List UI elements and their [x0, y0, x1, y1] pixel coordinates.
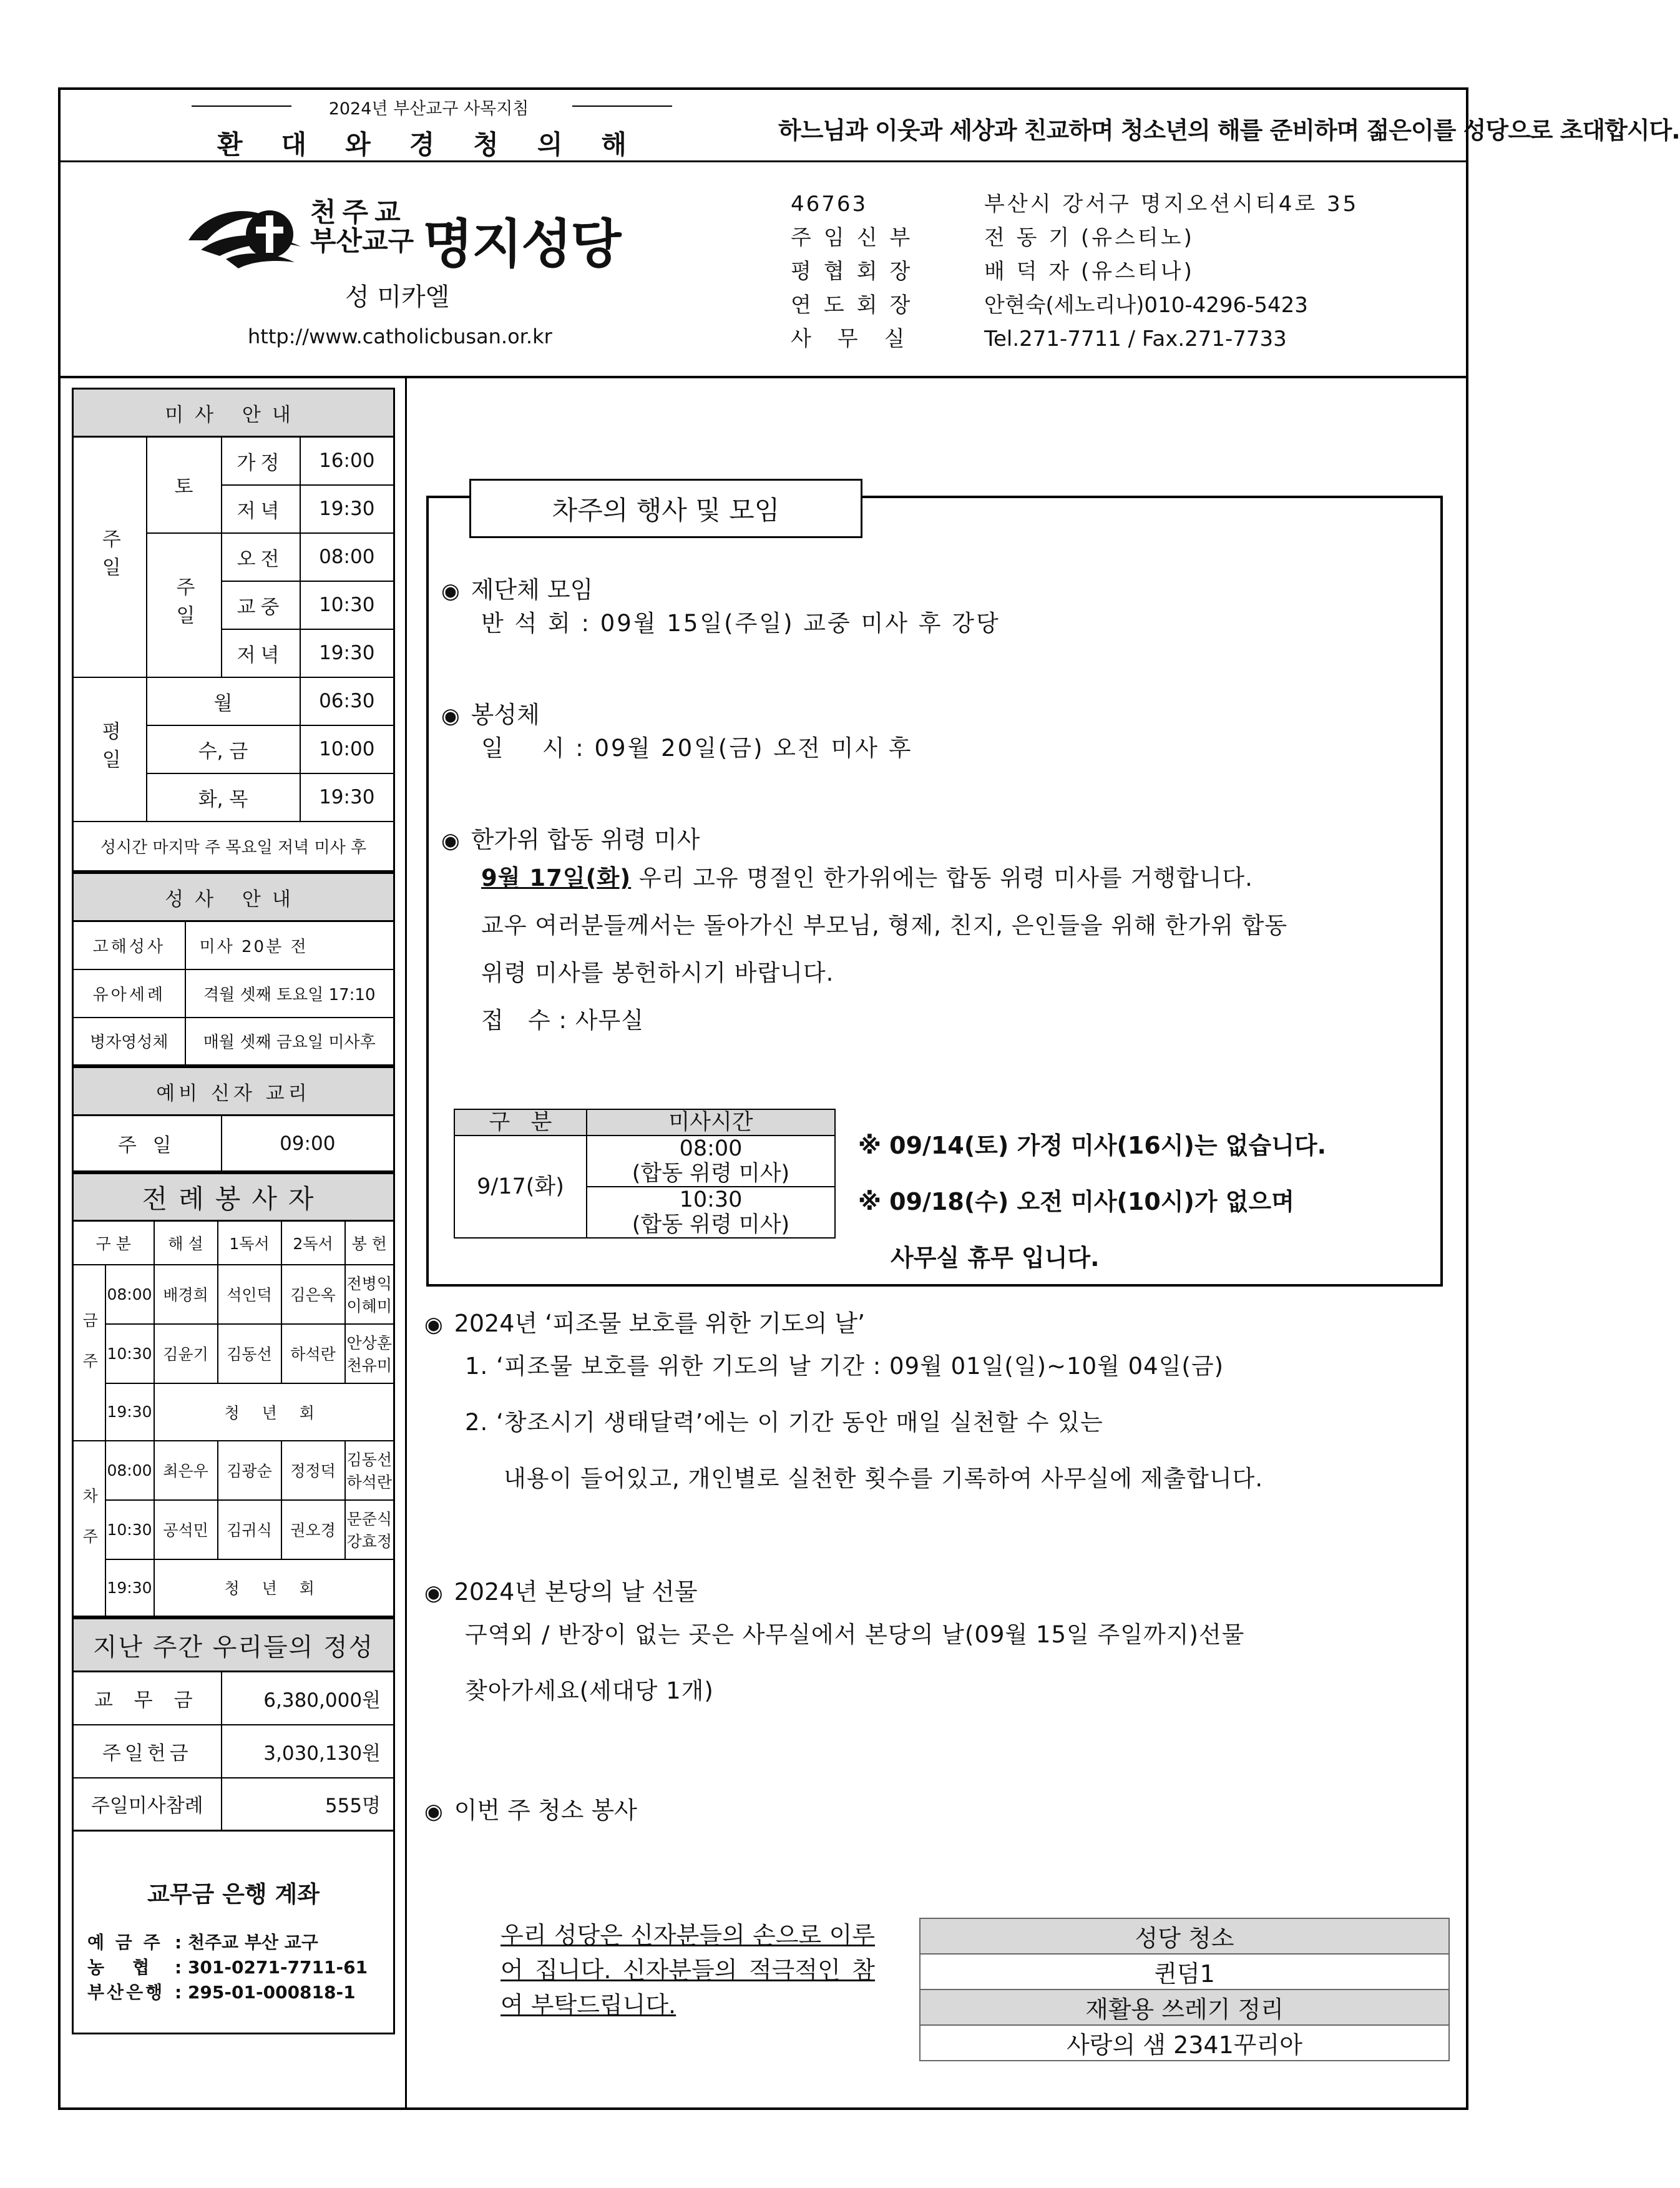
server-name: 김윤기 — [154, 1324, 218, 1383]
memorial-type: (합동 위령 미사) — [632, 1161, 790, 1186]
section-title-text: 2024년 본당의 날 선물 — [454, 1578, 698, 1606]
mass-time: 10:00 — [300, 725, 394, 773]
bullet-icon: ◉ — [441, 704, 460, 729]
cleaning-message: 우리 성당은 신자분들의 손으로 이루어 집니다. 신자분들의 적극적인 참여 부탁드립니다. — [501, 1921, 875, 2019]
server-name: 석인덕 — [218, 1265, 281, 1324]
bullet-icon: ◉ — [424, 1581, 443, 1606]
sacrament-table — [72, 872, 395, 1066]
server-time: 10:30 — [105, 1500, 154, 1559]
bank-account-title: 교무금 은행 계좌 — [147, 1881, 320, 1908]
server-name: 김은옥 — [281, 1265, 345, 1324]
cleaning-table — [919, 1918, 1450, 2061]
bank-account-key: 부산은행 — [87, 1982, 165, 2003]
server-name: 이혜미 — [346, 1297, 392, 1315]
bank-account-row — [87, 1930, 393, 1955]
event-line — [481, 855, 1433, 902]
contact-key: 주임신부 — [791, 225, 923, 250]
event-line-text: 우리 고유 명절인 한가위에는 합동 위령 미사를 거행합니다. — [631, 865, 1253, 891]
next-week-label-text: 차주 — [80, 1488, 99, 1569]
memorial-table-header: 구 분 — [454, 1109, 587, 1136]
servers-title: 전례봉사자 — [73, 1174, 394, 1221]
catechumen-title: 예비 신자 교리 — [73, 1067, 394, 1116]
this-week-label — [73, 1265, 105, 1441]
event-home-communion — [441, 695, 913, 767]
diocese-url[interactable]: http://www.catholicbusan.or.kr — [248, 325, 552, 348]
contact-key: 평협회장 — [791, 259, 923, 284]
sunday-label — [73, 437, 147, 677]
bullet-icon: ◉ — [424, 1312, 443, 1337]
header — [61, 90, 1680, 162]
section-title-text: 이번 주 청소 봉사 — [454, 1797, 637, 1824]
parish-diocese — [310, 199, 414, 256]
mass-time: 08:00 — [300, 533, 394, 581]
motto-title: 환대와경청의해 — [217, 129, 665, 160]
event-title-text: 제단체 모임 — [471, 576, 593, 604]
left-sidebar — [72, 388, 395, 2034]
section-line: 내용이 들어있고, 개인별로 실천한 횟수를 기록하여 사무실에 제출합니다. — [504, 1465, 1264, 1492]
bank-account-value: : 301-0271-7711-61 — [175, 1957, 368, 1978]
server-time: 08:00 — [105, 1265, 154, 1324]
section-title — [424, 1304, 1263, 1338]
parish-patron: 성 미카엘 — [345, 283, 450, 312]
holy-hour-note: 성시간 마지막 주 목요일 저녁 미사 후 — [73, 822, 394, 871]
server-offertory — [345, 1441, 394, 1500]
mass-time: 19:30 — [300, 773, 394, 822]
motto-subtitle: 2024년 부산교구 사목지침 — [160, 95, 697, 119]
sacrament-title: 성사 안내 — [73, 873, 394, 921]
contact-value: 배 덕 자 (유스티나) — [984, 259, 1194, 284]
server-name: 김귀식 — [218, 1500, 281, 1559]
server-time: 10:30 — [105, 1324, 154, 1383]
section-title-text: 2024년 ‘피조물 보호를 위한 기도의 날’ — [454, 1310, 866, 1337]
memorial-time: 08:00 — [679, 1136, 743, 1161]
server-offertory — [345, 1265, 394, 1324]
slogan: 하느님과 이웃과 세상과 친교하며 청소년의 해를 준비하며 젊은이를 성당으로 초대합시다. — [778, 117, 1680, 144]
event-line: 위령 미사를 봉헌하시기 바랍니다. — [481, 959, 834, 986]
event-title-text: 봉성체 — [471, 701, 540, 729]
server-name: 문준식 — [346, 1510, 392, 1528]
notice-no-mass: ※ 09/14(토) 가정 미사(16시)는 없습니다. — [858, 1132, 1327, 1159]
mass-name: 오전 — [222, 533, 300, 581]
creation-day-section — [424, 1304, 1263, 1507]
sunday-sub-label — [147, 533, 222, 677]
memorial-time-cell — [587, 1136, 835, 1187]
event-title — [441, 571, 1000, 605]
offering-amount: 3,030,130원 — [222, 1725, 394, 1778]
next-week-label — [73, 1441, 105, 1617]
bullet-icon: ◉ — [441, 828, 460, 853]
sacrament-name: 유아세례 — [73, 969, 185, 1018]
section-line: 구역외 / 반장이 없는 곳은 사무실에서 본당의 날(09월 15일 주일까지)선물 — [465, 1621, 1245, 1648]
mass-name: 저녁 — [222, 629, 300, 677]
server-name: 배경희 — [154, 1265, 218, 1324]
event-memorial-mass — [441, 820, 1433, 1044]
mass-time: 16:00 — [300, 437, 394, 485]
section-line: 1. ‘피조물 보호를 위한 기도의 날 기간 : 09월 01일(일)~10월 04일(금) — [465, 1353, 1224, 1380]
memorial-type: (합동 위령 미사) — [632, 1212, 790, 1237]
bank-account-key: 농 협 — [87, 1957, 152, 1978]
event-body: 일 시 : 09월 20일(금) 오전 미사 후 — [481, 735, 913, 762]
offering-table — [72, 1617, 395, 1832]
mass-day: 화, 목 — [147, 773, 300, 822]
server-name: 강효정 — [346, 1533, 392, 1551]
servers-header: 1독서 — [218, 1221, 281, 1265]
contact-row — [791, 322, 1359, 356]
server-offertory — [345, 1500, 394, 1559]
saturday-label: 토 — [147, 437, 222, 533]
offering-title: 지난 주간 우리들의 정성 — [73, 1619, 394, 1672]
weekday-label-text: 평일 — [98, 721, 121, 777]
server-time: 19:30 — [105, 1383, 154, 1441]
server-name: 천유미 — [346, 1356, 392, 1375]
section-body — [424, 1338, 1263, 1507]
server-time: 19:30 — [105, 1559, 154, 1617]
parish-name: 명지성당 — [422, 213, 620, 275]
contact-value: 안현숙(세노리나)010-4296-5423 — [984, 293, 1308, 318]
mass-day: 수, 금 — [147, 725, 300, 773]
servers-header: 해 설 — [154, 1221, 218, 1265]
bulletin-frame — [58, 87, 1680, 2110]
sacrament-time: 미사 20분 전 — [185, 921, 394, 969]
contact-value: 부산시 강서구 명지오션시티4로 35 — [984, 192, 1359, 217]
memorial-table-header: 미사시간 — [587, 1109, 835, 1136]
mass-time: 06:30 — [300, 677, 394, 725]
servers-header: 봉 헌 — [345, 1221, 394, 1265]
event-body — [441, 855, 1433, 1044]
diocese-line2: 부산교구 — [310, 226, 414, 257]
memorial-mass-table — [454, 1109, 836, 1239]
sacrament-name: 고해성사 — [73, 921, 185, 969]
contact-value: 전 동 기 (유스티노) — [984, 225, 1194, 250]
mass-schedule-title: 미사 안내 — [73, 389, 394, 437]
youth-group: 청 년 회 — [154, 1559, 394, 1617]
diocese-logo-icon — [182, 197, 307, 272]
server-name: 김동선 — [346, 1451, 392, 1469]
sacrament-name: 병자영성체 — [73, 1018, 185, 1066]
offering-label: 주일미사참례 — [73, 1778, 222, 1831]
contact-key: 사무실 — [791, 326, 931, 351]
section-title — [424, 1572, 1244, 1607]
cleaning-header: 재활용 쓰레기 정리 — [920, 1989, 1449, 2025]
mass-time: 19:30 — [300, 629, 394, 677]
mass-time: 19:30 — [300, 485, 394, 533]
offering-amount: 555명 — [222, 1778, 394, 1831]
event-line: 접 수 : 사무실 — [481, 1007, 644, 1034]
section-body — [424, 1607, 1244, 1719]
column-divider — [405, 378, 407, 2110]
servers-header: 구 분 — [73, 1221, 154, 1265]
event-title — [441, 695, 913, 730]
server-name: 하석란 — [346, 1473, 392, 1491]
parish-info — [61, 162, 1466, 378]
section-line: 2. ‘창조시기 생태달력’에는 이 기간 동안 매일 실천할 수 있는 — [465, 1409, 1103, 1436]
contact-info — [791, 187, 1359, 356]
bullet-icon: ◉ — [441, 579, 460, 604]
offering-label: 주일헌금 — [73, 1725, 222, 1778]
server-name: 최은우 — [154, 1441, 218, 1500]
mass-name: 교중 — [222, 581, 300, 629]
server-time: 08:00 — [105, 1441, 154, 1500]
mass-day: 월 — [147, 677, 300, 725]
sunday-label-text: 주일 — [98, 529, 121, 586]
mass-name: 가정 — [222, 437, 300, 485]
event-title — [441, 820, 1433, 855]
bank-account-row — [87, 1980, 393, 2005]
memorial-day: 9/17(화) — [454, 1136, 587, 1238]
diocese-line1: 천주교 — [310, 197, 407, 228]
contact-value: Tel.271-7711 / Fax.271-7733 — [984, 326, 1287, 351]
event-group-meeting — [441, 571, 1000, 642]
cleaning-header: 성당 청소 — [920, 1918, 1449, 1954]
bank-account-box — [72, 1832, 395, 2034]
catechumen-table — [72, 1066, 395, 1172]
event-line: 교우 여러분들께서는 돌아가신 부모님, 형제, 친지, 은인들을 위해 한가위 합동 — [481, 912, 1288, 939]
parish-day-gift-section — [424, 1572, 1244, 1719]
mass-time: 10:30 — [300, 581, 394, 629]
event-date: 9월 17일(화) — [481, 865, 632, 891]
this-week-label-text: 금주 — [80, 1312, 99, 1393]
server-name: 김광순 — [218, 1441, 281, 1500]
bank-account-key: 예 금 주 — [87, 1932, 163, 1953]
event-body: 반 석 회 : 09월 15일(주일) 교중 미사 후 강당 — [481, 610, 1000, 637]
notice-no-mass: ※ 09/18(수) 오전 미사(10시)가 없으며 — [858, 1188, 1294, 1215]
offering-amount: 6,380,000원 — [222, 1672, 394, 1725]
offering-label: 교 무 금 — [73, 1672, 222, 1725]
server-name: 김동선 — [218, 1324, 281, 1383]
sacrament-time: 격월 셋째 토요일 17:10 — [185, 969, 394, 1018]
bank-account-value: : 295-01-000818-1 — [175, 1982, 356, 2003]
youth-group: 청 년 회 — [154, 1383, 394, 1441]
event-title-text: 한가위 합동 위령 미사 — [471, 826, 700, 853]
cleaning-team: 사랑의 샘 2341꾸리아 — [920, 2025, 1449, 2061]
section-line: 찾아가세요(세대당 1개) — [465, 1677, 714, 1704]
mass-schedule-table — [72, 388, 395, 872]
liturgy-servers-table — [72, 1172, 395, 1617]
cleaning-team: 퀸덤1 — [920, 1954, 1449, 1989]
section-title — [424, 1791, 637, 1825]
catechumen-day: 주 일 — [73, 1116, 222, 1172]
memorial-time: 10:30 — [679, 1187, 743, 1212]
server-offertory — [345, 1324, 394, 1383]
contact-key: 연도회장 — [791, 293, 923, 318]
mass-name: 저녁 — [222, 485, 300, 533]
server-name: 전병익 — [346, 1275, 392, 1293]
server-name: 하석란 — [281, 1324, 345, 1383]
bank-account-value: : 천주교 부산 교구 — [175, 1932, 318, 1953]
bank-account-row — [87, 1955, 393, 1980]
sacrament-time: 매월 셋째 금요일 미사후 — [185, 1018, 394, 1066]
next-week-events-title: 차주의 행사 및 모임 — [469, 479, 862, 538]
server-name: 안상훈 — [346, 1334, 392, 1352]
server-name: 권오경 — [281, 1500, 345, 1559]
catechumen-time: 09:00 — [222, 1116, 394, 1172]
servers-header: 2독서 — [281, 1221, 345, 1265]
contact-row — [791, 187, 1359, 221]
pastoral-motto — [160, 95, 697, 162]
server-name: 정정덕 — [281, 1441, 345, 1500]
contact-row — [791, 288, 1359, 322]
bullet-icon: ◉ — [424, 1799, 443, 1824]
contact-key: 46763 — [791, 192, 868, 217]
weekday-label — [73, 677, 147, 822]
contact-row — [791, 255, 1359, 288]
memorial-time-cell — [587, 1187, 835, 1238]
sunday-sub-label-text: 주일 — [172, 577, 195, 633]
notice-office-closed: 사무실 휴무 입니다. — [891, 1244, 1100, 1272]
contact-row — [791, 221, 1359, 255]
server-name: 공석민 — [154, 1500, 218, 1559]
cleaning-section — [424, 1791, 637, 1825]
